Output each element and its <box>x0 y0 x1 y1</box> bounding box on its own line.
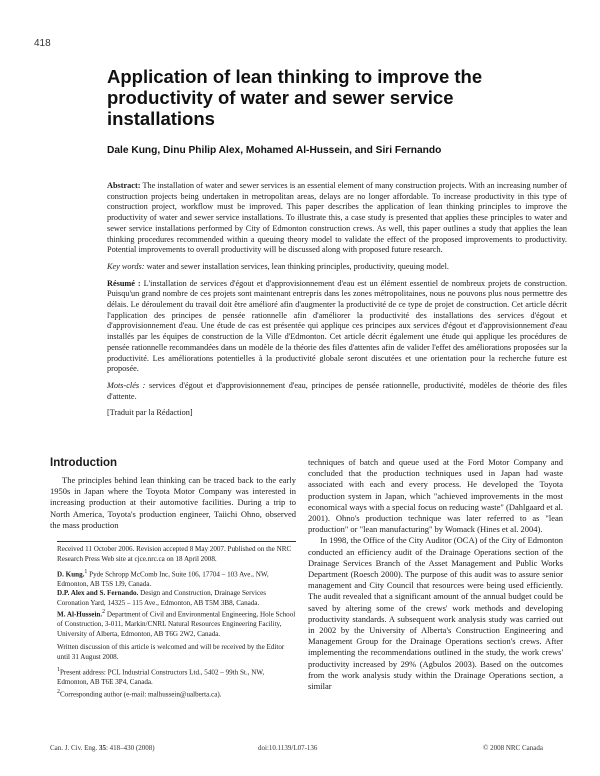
motscles-paragraph <box>107 381 567 402</box>
abstract-paragraph <box>107 181 567 256</box>
received-note: Received 11 October 2006. Revision accepted 8 May 2007. Published on the NRC Research Press Web site at cjce.nrc.ca on 18 April 2008. <box>57 545 292 563</box>
affiliation-kung: D. Kung.$^1$ Pyde Schropp McComb Inc, Suite 106, 17704 – 103 Ave., NW, Edmonton, AB T5S 1J9, Canada. D.P. Alex and S. Fernando. Design and Construction, Drainage Services Coronation Yard, 14325 – 115 Ave., Edmonton, AB T5M 3B8, Canada. M. Al-Hussein.$^2$ Department of Civil and Environmental Engineering, Hole School of Construction, 3-011, Markin/CNRL Natural Resources Engineering Facility, University of Alberta, Edmonton, AB T6G 2W2, Canada. <box>57 569 296 638</box>
abstract-label: Abstract: <box>107 181 141 190</box>
resume-label: Résumé : <box>107 278 141 288</box>
resume-text: L'installation de services d'égout et d'approvisionnement d'eau est un élément essentiel de nombreux projets de construction. Puisqu'un grand nombre de ces projets sont maintenant entrepris dans les zones métropolitaines, nous ne pouvons plus nous permettre des délais. Le déroulement du travail doit être amélioré afin d'augmenter la productivité de ce type de projet de construction. Cet article décrit l'application des principes de pensée rationnelle afin d'améliorer la productivité des installations des services d'égout et d'approvisionnement d'eau. Une étude de cas est présentée qui applique ces principes aux services d'égout et d'approvisionnement d'eau installés par les équipes de construction de la Ville d'Edmonton. Cet article décrit également une étude qui applique les procédures de pensée rationnelle recommandées dans un modèle de la théorie des files d'attentes afin de valider l'effet des améliorations proposées sur la productivité. Les améliorations potentielles à la productivité globale seront discutées et une orientation pour la recherche future est proposée. <box>107 278 568 374</box>
author-list: Dale Kung, Dinu Philip Alex, Mohamed Al-Hussein, and Siri Fernando <box>107 145 442 156</box>
motscles-text: services d'égout et d'approvisionnement d'eau, principes de pensée rationnelle, productivité, modèles de théorie des files d'attente. <box>107 380 567 401</box>
footnote-corresponding-author: Corresponding author (e-mail: malhussein@ualberta.ca). <box>59 689 222 698</box>
abstract-text: The installation of water and sewer services is an essential element of many construction projects. With an increasing number of construction projects being undertaken in metropolitan areas, delays are no longer affordable. To increase productivity in this type of construction project, workflow must be improved. This paper describes the application of lean thinking principles to improve the productivity of water and sewer service installations. To illustrate this, a case study is presented that applies these principles to water and sewer service installations performed by City of Edmonton construction crews. As well, this paper outlines a study that applies the lean thinking procedures recommended within a queuing theory model to validate the effect of the proposed improvements to productivity. Potential improvements to overall productivity will be discussed along with proposed future research. <box>107 181 567 255</box>
footnote-present-address: $^1$Present address: PCL Industrial Constructors Ltd., 5402 – 99th St., NW, Edmonton, AB T6E 3P4, Canada. $^2$Corresponding author (e-mail: malhussein@ualberta.ca). <box>57 667 265 698</box>
footer-doi: doi:10.1139/L07-136 <box>258 744 318 752</box>
intro-right-paragraph-1: techniques of batch and queue used at the Ford Motor Company and concluded that the production techniques used in Japan had waste associated with each and every process. He developed the Toyota production system in Japan, which "achieved improvements in the most economical ways with a special focus on reducing waste" (Dahlgaard et al. 2001). Ohno's production technique was later referred to as "lean production" or "lean manufacturing" by Womack (Hines et al. 2004). <box>308 457 563 535</box>
keywords-label: Key words: <box>107 261 145 271</box>
motscles-label: Mots-clés : <box>107 380 146 390</box>
affiliation-alex-fernando: D.P. Alex and S. Fernando. <box>57 589 139 598</box>
intro-right-paragraph-2: In 1998, the Office of the City Auditor (OCA) of the City of Edmonton conducted an efficiency audit of the Drainage Operations section of the Drainage Services Branch of the Asset Management and Public Works Department (Roesch 2000). The purpose of this audit was to assure senior management and City Council that resources were being used efficiently. The audit revealed that a significant amount of the annual budget could be saved by altering some of the crews' work methods and developing productivity standards. A subsequent work analysis study was carried out in 2002 by the University of Alberta's Construction Engineering and Management Group for the Drainage Operations section's crews. After implementing the recommendations outlined in the study, the work crews' productivity increased by 29% (Agbulos 2003). Based on the outcomes from the work analysis study within the Drainage Operations section, a similar <box>308 535 563 692</box>
section-heading-introduction: Introduction <box>50 457 118 469</box>
notes-divider <box>57 541 296 542</box>
front-matter-notes <box>57 541 296 703</box>
keywords-text: water and sewer installation services, lean thinking principles, productivity, queuing model. <box>146 261 449 271</box>
resume-paragraph <box>107 279 567 375</box>
discussion-note: Written discussion of this article is welcomed and will be received by the Editor until 31 August 2008. <box>57 643 285 661</box>
intro-left-paragraph: The principles behind lean thinking can be traced back to the early 1950s in Japan where the Toyota Motor Company was interested in increasing production at their automotive facilities. During a trip to North America, Toyota's production engineer, Taiichi Ohno, observed the mass production <box>50 475 296 530</box>
intro-left-column <box>50 475 296 531</box>
keywords-paragraph <box>107 262 567 273</box>
abstract-block <box>107 181 567 425</box>
intro-right-column <box>308 457 563 692</box>
paper-title: Application of lean thinking to improve the productivity of water and sewer service installations <box>107 66 483 129</box>
page-number: 418 <box>34 38 51 49</box>
affiliation-al-hussein: M. Al-Hussein. <box>57 610 103 619</box>
footnote-corresponding-marker: 2 <box>57 688 60 695</box>
footer-copyright: © 2008 NRC Canada <box>483 744 543 752</box>
translator-note: [Traduit par la Rédaction] <box>107 408 193 418</box>
footer-citation: Can. J. Civ. Eng. 35: 418–430 (2008) <box>50 744 155 752</box>
